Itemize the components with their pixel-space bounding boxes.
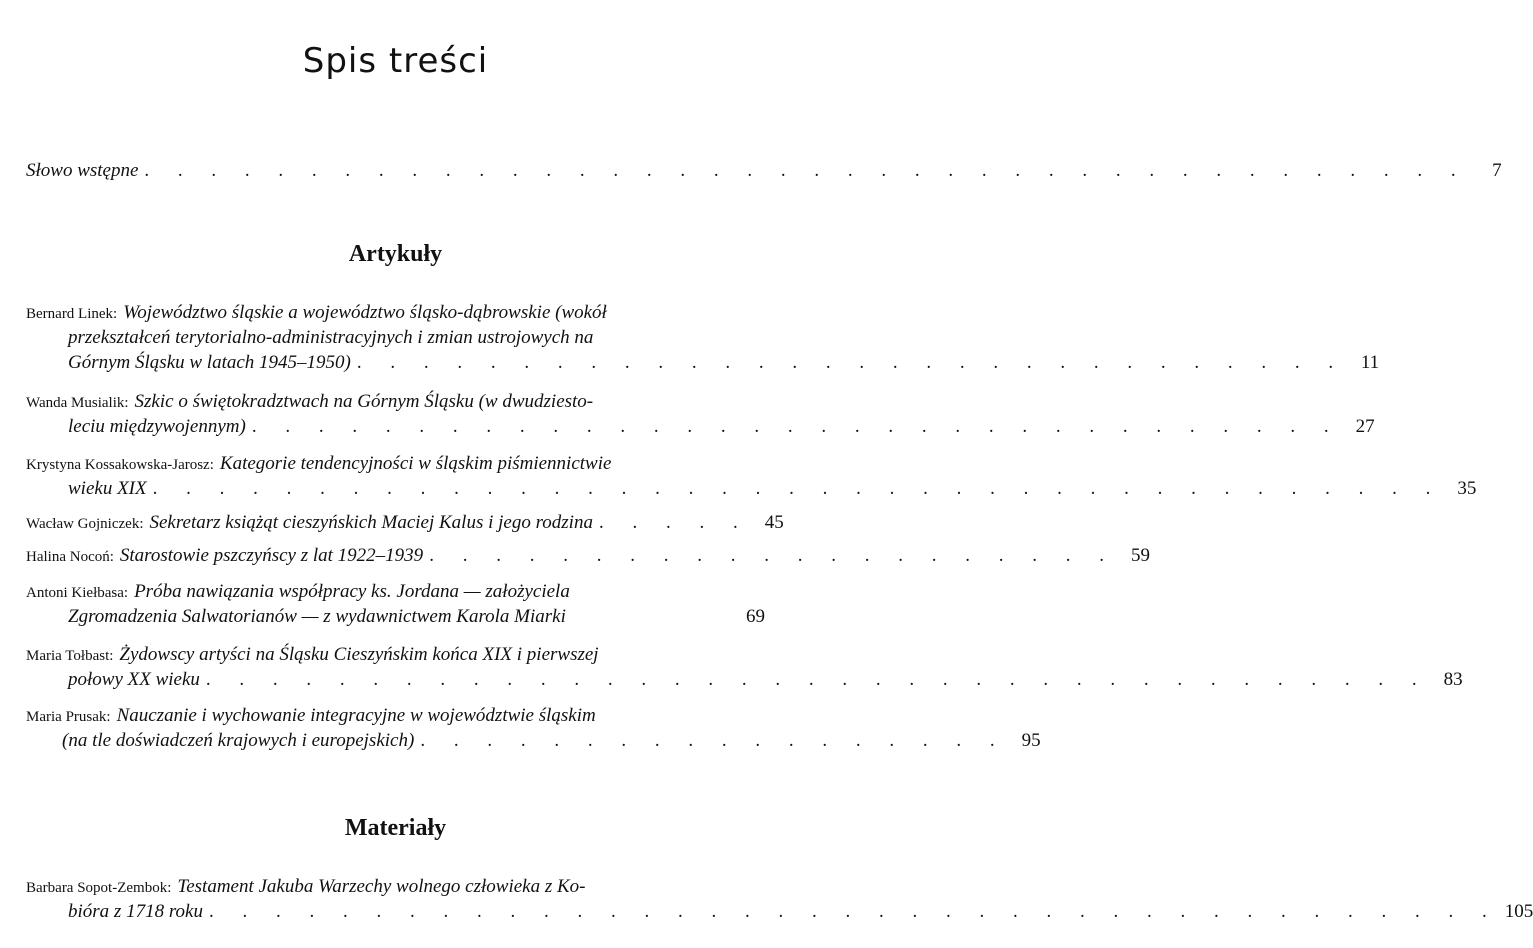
entry-title: Słowo wstępne [26, 160, 139, 181]
toc-entry-intro[interactable] [26, 158, 1502, 183]
dot-leader: . . . . . . . . . . . . . . . . . . . . . . . . . . . . . . . . . . . . . [205, 669, 1429, 690]
page-number: 59 [1130, 545, 1150, 566]
entry-title-continued: przekształceń terytorialno-administracyjnych i zmian ustrojowych na [68, 327, 594, 348]
entry-title: Testament Jakuba Warzechy wolnego człowieka z Ko- [177, 876, 586, 897]
toc-entry[interactable] [26, 703, 1041, 753]
page-number: 83 [1443, 669, 1463, 690]
toc-entry[interactable] [26, 451, 1477, 501]
toc-entry[interactable] [26, 579, 765, 629]
dot-leader: . . . . . . . . . . . . . . . . . . . . . [429, 545, 1116, 566]
entry-title-continued: bióra z 1718 roku [68, 901, 203, 922]
section-heading-articles: Artykuły [348, 241, 443, 267]
entry-author: Halina Nocoń: [26, 549, 114, 565]
toc-entry[interactable] [26, 874, 1533, 924]
dot-leader: . . . . . . . . . . . . . . . . . . . . . . . . . . . . . . . . . . . . . . . [208, 901, 1499, 922]
entry-title: Starostowie pszczyńscy z lat 1922–1939 [119, 545, 424, 566]
page-number: 27 [1355, 416, 1375, 437]
toc-entry[interactable] [26, 642, 1463, 692]
entry-author: Bernard Linek: [26, 306, 118, 322]
entry-title-continued: Górnym Śląsku w latach 1945–1950) [68, 352, 351, 373]
entry-author: Barbara Sopot-Zembok: [26, 880, 172, 896]
entry-title: Szkic o świętokradztwach na Górnym Śląsku (w dwudziesto- [134, 391, 594, 412]
entry-title-continued: Zgromadzenia Salwatorianów — z wydawnictwem Karola Miarki [68, 606, 566, 627]
page-number: 69 [746, 606, 765, 627]
entry-title: Sekretarz książąt cieszyńskich Maciej Kalus i jego rodzina [149, 512, 593, 533]
entry-title: Nauczanie i wychowanie integracyjne w województwie śląskim [116, 705, 596, 726]
section-heading-materials: Materiały [344, 815, 447, 841]
entry-author: Krystyna Kossakowska-Jarosz: [26, 457, 214, 473]
dot-leader: . . . . . . . . . . . . . . . . . . . . . . . . . . . . . . . . . . . . . . . [152, 478, 1443, 499]
page-number: 95 [1021, 730, 1041, 751]
toc-entry[interactable] [26, 389, 1375, 439]
entry-author: Maria Tołbast: [26, 648, 114, 664]
entry-title: Żydowscy artyści na Śląsku Cieszyńskim końca XIX i pierwszej [119, 644, 599, 665]
dot-leader: . . . . . . . . . . . . . . . . . . . . . . . . . . . . . . . . . [251, 416, 1341, 437]
page-number: 45 [764, 512, 784, 533]
toc-entry[interactable] [26, 300, 1380, 375]
entry-title-continued: leciu międzywojennym) [68, 416, 246, 437]
dot-leader: . . . . . . . . . . . . . . . . . . [420, 730, 1007, 751]
entry-author: Antoni Kiełbasa: [26, 585, 129, 601]
toc-entry[interactable] [26, 543, 1150, 568]
entry-title: Próba nawiązania współpracy ks. Jordana — założyciela [134, 581, 570, 602]
page-number: 11 [1360, 352, 1380, 373]
entry-title: Kategorie tendencyjności w śląskim piśmiennictwie [219, 453, 612, 474]
entry-author: Maria Prusak: [26, 709, 111, 725]
entry-title-continued: (na tle doświadczeń krajowych i europejskich) [62, 730, 415, 751]
page-number: 7 [1492, 160, 1502, 181]
dot-leader: . . . . . [598, 512, 750, 533]
dot-leader: . . . . . . . . . . . . . . . . . . . . . . . . . . . . . . . . . . . . . . . . [144, 160, 1468, 181]
entry-author: Wacław Gojniczek: [26, 516, 144, 532]
entry-title-continued: połowy XX wieku [68, 669, 200, 690]
entry-author: Wanda Musialik: [26, 395, 129, 411]
entry-title-continued: wieku XIX [68, 478, 147, 499]
dot-leader: . . . . . . . . . . . . . . . . . . . . . . . . . . . . . . [356, 352, 1346, 373]
toc-entry[interactable] [26, 510, 784, 535]
page-number: 35 [1457, 478, 1477, 499]
page-number: 105 [1504, 901, 1533, 922]
page-title: Spis treści [302, 40, 489, 81]
entry-title: Województwo śląskie a województwo śląsko-dąbrowskie (wokół [123, 302, 607, 323]
